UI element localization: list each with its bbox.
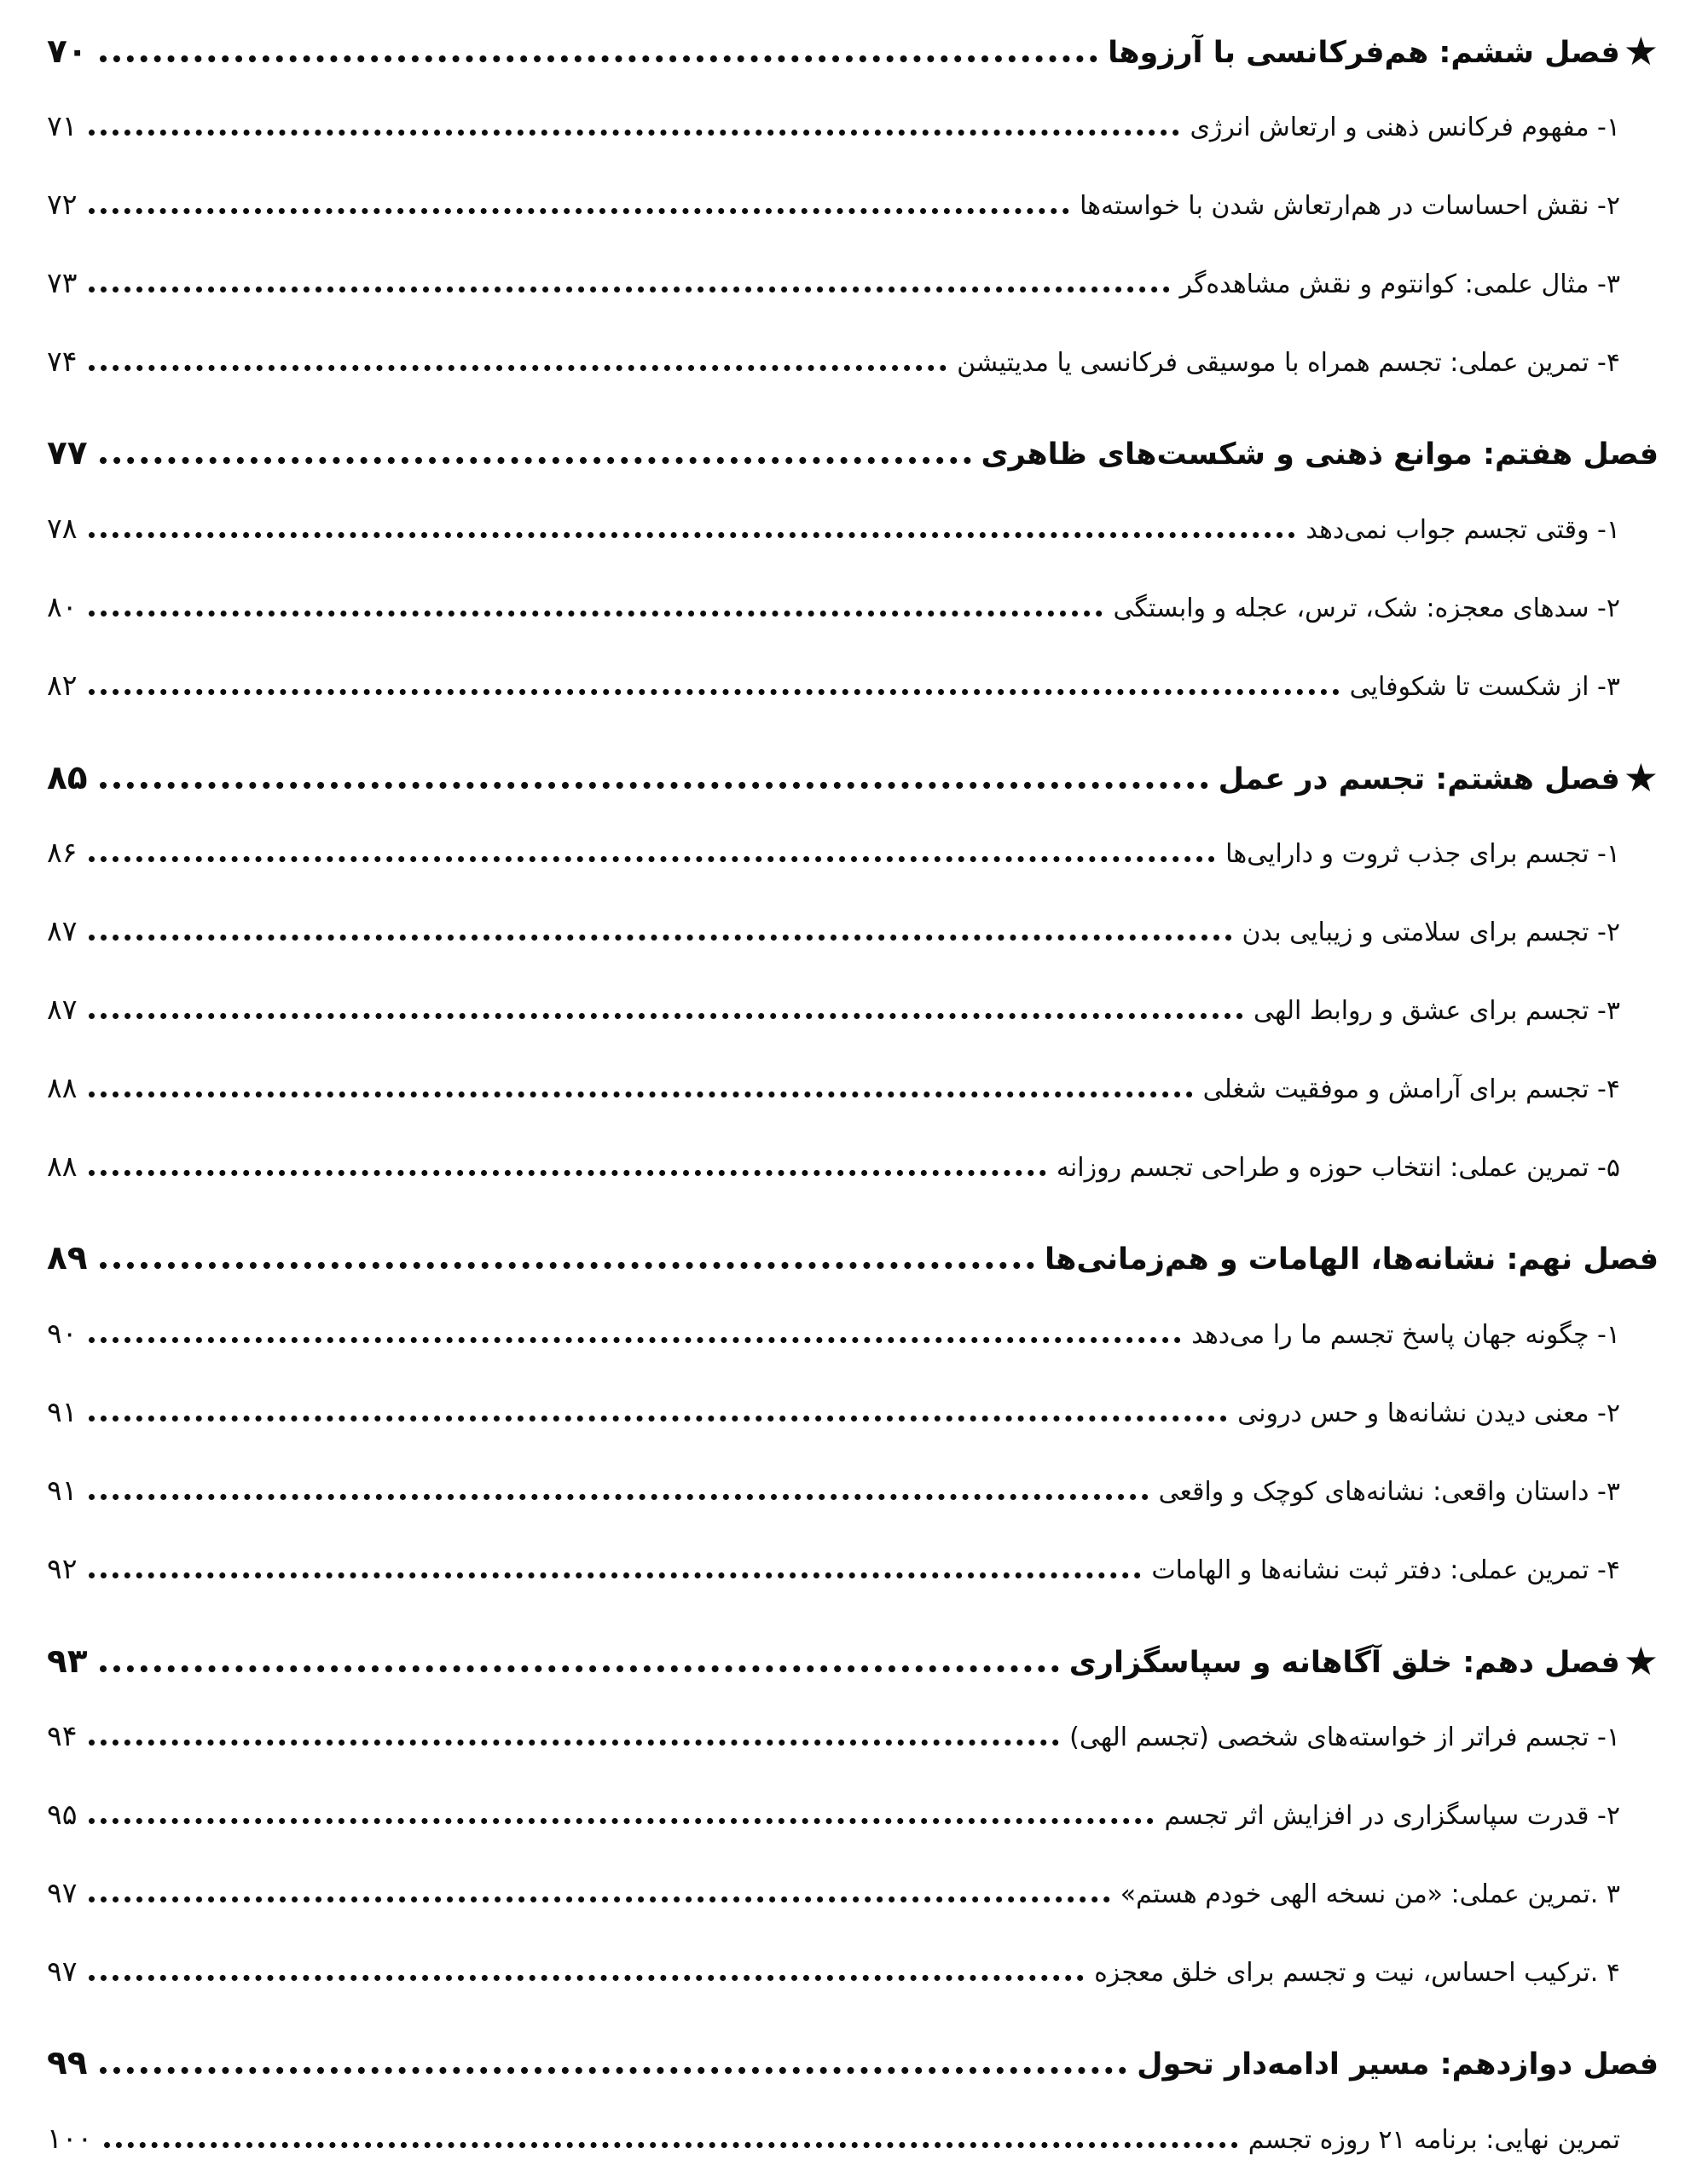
dot-leader <box>89 1337 1181 1343</box>
toc-entry-page-number: ۹۹ <box>47 2044 88 2082</box>
toc-entry-title: ۴- تمرین عملی: دفتر ثبت نشانه‌ها و الهامات <box>1151 1555 1620 1585</box>
toc-row <box>47 1218 1659 1296</box>
toc-entry-page-number: ۹۰ <box>47 1317 78 1350</box>
toc-row <box>47 10 1659 89</box>
chapter-star-icon: ★ <box>1623 755 1659 801</box>
dot-leader <box>100 782 1208 789</box>
toc-row <box>47 2023 1659 2101</box>
toc-entry-title: ۱- چگونه جهان پاسخ تجسم ما را می‌دهد <box>1191 1320 1620 1350</box>
toc-entry-page-number: ۷۸ <box>47 512 78 545</box>
dot-leader <box>100 55 1097 62</box>
toc-row <box>47 2101 1659 2180</box>
dot-leader <box>89 1975 1084 1981</box>
toc-entry-page-number: ۷۰ <box>47 32 88 71</box>
toc-entry-title: فصل دهم: خلق آگاهانه و سپاسگزاری <box>1068 1646 1620 1680</box>
toc-entry-page-number: ۹۱ <box>47 1474 78 1507</box>
dot-leader <box>104 2142 1238 2148</box>
toc-entry-title: ۲- نقش احساسات در هم‌ارتعاش شدن با خواسته‌ها <box>1080 191 1620 221</box>
toc-entry-title: ۲- تجسم برای سلامتی و زیبایی بدن <box>1242 918 1620 947</box>
toc-entry-page-number: ۸۲ <box>47 669 78 702</box>
dot-leader <box>100 1262 1034 1269</box>
toc-row <box>47 737 1659 815</box>
toc-row <box>47 1699 1659 1777</box>
toc-entry-title: ۳- داستان واقعی: نشانه‌های کوچک و واقعی <box>1158 1477 1620 1507</box>
toc-entry-page-number: ۱۰۰ <box>47 2122 93 2155</box>
toc-entry-title: فصل ششم: هم‌فرکانسی با آرزوها <box>1108 36 1620 70</box>
toc-row <box>47 1620 1659 1699</box>
toc-entry-title: ۳ .تمرین عملی: «من نسخه الهی خودم هستم» <box>1120 1879 1620 1909</box>
dot-leader <box>89 1896 1109 1902</box>
toc-row <box>47 1934 1659 2012</box>
toc-entry-page-number: ۹۷ <box>47 1876 78 1909</box>
toc-entry-title: ۲- سدهای معجزه: شک، ترس، عجله و وابستگی <box>1113 594 1620 623</box>
toc-entry-title: ۲- قدرت سپاسگزاری در افزایش اثر تجسم <box>1164 1801 1620 1831</box>
toc-entry-page-number: ۹۴ <box>47 1719 78 1752</box>
dot-leader <box>89 1416 1227 1422</box>
toc-entry-page-number: ۸۷ <box>47 993 78 1026</box>
dot-leader <box>89 935 1231 941</box>
toc-entry-page-number: ۷۷ <box>47 434 88 472</box>
toc-row <box>47 491 1659 570</box>
toc-row <box>47 894 1659 972</box>
toc-row <box>47 1532 1659 1610</box>
toc-entry-title: ۴- تمرین عملی: تجسم همراه با موسیقی فرکانسی یا مدیتیشن <box>957 348 1620 378</box>
toc-entry-title: ۱- مفهوم فرکانس ذهنی و ارتعاش انرژی <box>1190 113 1620 142</box>
toc-entry-page-number: ۸۰ <box>47 590 78 623</box>
dot-leader <box>89 1170 1045 1176</box>
toc-row <box>47 324 1659 402</box>
toc-entry-page-number: ۹۵ <box>47 1798 78 1831</box>
toc-entry-title: ۳- تجسم برای عشق و روابط الهی <box>1253 996 1620 1026</box>
toc-entry-page-number: ۷۳ <box>47 266 78 299</box>
toc-entry-page-number: ۸۶ <box>47 836 78 869</box>
toc-entry-title: فصل هفتم: موانع ذهنی و شکست‌های ظاهری <box>981 437 1659 472</box>
toc-entry-page-number: ۹۳ <box>47 1642 88 1681</box>
dot-leader <box>89 689 1339 695</box>
dot-leader <box>89 208 1069 214</box>
dot-leader <box>89 1740 1059 1746</box>
toc-entry-page-number: ۸۹ <box>47 1239 88 1277</box>
chapter-star-icon: ★ <box>1623 1638 1659 1684</box>
dot-leader <box>89 1092 1192 1097</box>
toc-entry-page-number: ۸۵ <box>47 759 88 797</box>
toc-row <box>47 815 1659 894</box>
dot-leader <box>89 532 1295 538</box>
dot-leader <box>100 457 971 464</box>
toc-entry-title: ۳- مثال علمی: کوانتوم و نقش مشاهده‌گر <box>1179 269 1620 299</box>
toc-entry-title: ۱- تجسم برای جذب ثروت و دارایی‌ها <box>1225 839 1620 869</box>
toc-row <box>47 1856 1659 1934</box>
toc-entry-title: فصل نهم: نشانه‌ها، الهامات و هم‌زمانی‌ها <box>1045 1242 1659 1277</box>
toc-entry-title: تمرین نهایی: برنامه ۲۱ روزه تجسم <box>1248 2125 1620 2155</box>
toc-entry-title: ۱- وقتی تجسم جواب نمی‌دهد <box>1306 515 1620 545</box>
toc-row <box>47 972 1659 1051</box>
dot-leader <box>89 611 1103 617</box>
toc-entry-page-number: ۹۷ <box>47 1954 78 1988</box>
chapter-star-icon: ★ <box>1623 28 1659 74</box>
toc-entry-page-number: ۸۸ <box>47 1149 78 1183</box>
toc-row <box>47 1051 1659 1129</box>
toc-row <box>47 648 1659 727</box>
dot-leader <box>89 1494 1148 1500</box>
dot-leader <box>100 1665 1059 1672</box>
toc-entry-page-number: ۷۲ <box>47 188 78 221</box>
toc-entry-title: فصل دوازدهم: مسیر ادامه‌دار تحول <box>1137 2047 1659 2082</box>
toc-entry-page-number: ۷۱ <box>47 109 78 142</box>
toc-entry-page-number: ۹۲ <box>47 1552 78 1585</box>
toc-entry-title: ۱- تجسم فراتر از خواسته‌های شخصی (تجسم الهی) <box>1069 1723 1620 1752</box>
toc-row <box>47 1453 1659 1532</box>
toc-entry-page-number: ۸۷ <box>47 914 78 947</box>
toc-entry-title: ۵- تمرین عملی: انتخاب حوزه و طراحی تجسم روزانه <box>1056 1153 1620 1183</box>
toc-entry-title: ۴ .ترکیب احساس، نیت و تجسم برای خلق معجزه <box>1094 1958 1620 1988</box>
toc-row <box>47 1129 1659 1207</box>
toc-entry-title: فصل هشتم: تجسم در عمل <box>1218 762 1620 796</box>
toc-entry-title: ۴- تجسم برای آرامش و موفقیت شغلی <box>1202 1074 1620 1104</box>
toc-entry-page-number: ۸۸ <box>47 1071 78 1104</box>
toc-row <box>47 246 1659 324</box>
toc-row <box>47 413 1659 491</box>
dot-leader <box>89 365 947 371</box>
toc-row <box>47 1375 1659 1453</box>
dot-leader <box>89 130 1179 136</box>
toc-row <box>47 570 1659 648</box>
toc-entry-title: ۳- از شکست تا شکوفایی <box>1349 672 1620 702</box>
toc-entry-title: ۲- معنی دیدن نشانه‌ها و حس درونی <box>1237 1398 1620 1428</box>
dot-leader <box>89 1572 1141 1578</box>
dot-leader <box>89 856 1215 862</box>
toc-row <box>47 89 1659 167</box>
dot-leader <box>100 2067 1126 2074</box>
toc-row <box>47 167 1659 246</box>
dot-leader <box>89 1013 1243 1019</box>
toc-row <box>47 1296 1659 1375</box>
toc-entry-page-number: ۹۱ <box>47 1395 78 1428</box>
dot-leader <box>89 287 1169 292</box>
toc-row <box>47 1777 1659 1856</box>
dot-leader <box>89 1818 1154 1824</box>
toc-entry-page-number: ۷۴ <box>47 345 78 378</box>
